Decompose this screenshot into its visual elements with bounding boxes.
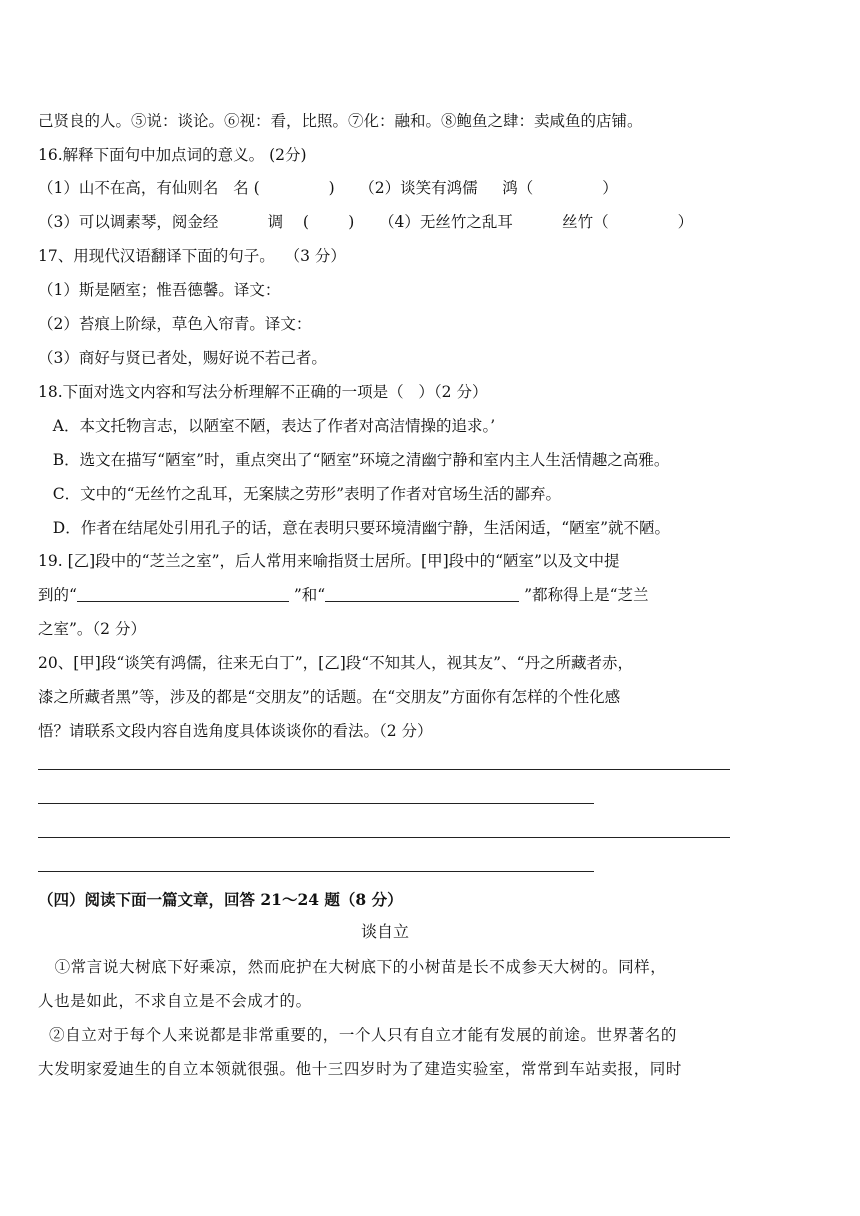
option-a: A．本文托物言志，以陋室不陋，表达了作者对高洁情操的追求。’ bbox=[38, 417, 496, 435]
q19-pre: 到的“ bbox=[38, 586, 77, 604]
q19-post: ”都称得上是“芝兰 bbox=[519, 586, 649, 604]
answer-line[interactable] bbox=[38, 837, 730, 838]
question-18: 18.下面对选文内容和写法分析理解不正确的一项是（ ）（2 分） bbox=[38, 383, 488, 401]
q19-mid: ”和“ bbox=[288, 586, 326, 604]
text-line: 漆之所藏者黑”等，涉及的都是“交朋友”的话题。在“交朋友”方面你有怎样的个性化感 bbox=[38, 688, 621, 706]
question-17-item-3: （3）商好与贤已者处，赐好说不若己者。 bbox=[38, 349, 327, 367]
question-16-items-1-2: （1）山不在高，有仙则名 名 ( ) （2）谈笑有鸿儒 鸿（ ） bbox=[38, 179, 618, 197]
answer-blank-2[interactable] bbox=[325, 585, 519, 602]
question-16: 16.解释下面句中加点词的意义。 (2分) bbox=[38, 146, 307, 164]
article-title: 谈自立 bbox=[360, 922, 409, 941]
paragraph-line: 大发明家爱迪生的自立本领就很强。他十三四岁时为了建造实验室，常常到车站卖报，同时 bbox=[38, 1060, 683, 1078]
question-19: 19. [乙]段中的“芝兰之室”，后人常用来喻指贤士居所。[甲]段中的“陋室”以及文中提 bbox=[38, 552, 620, 570]
text-line: 之室”。（2 分） bbox=[38, 620, 146, 638]
paragraph-line: 人也是如此，不求自立是不会成才的。 bbox=[38, 992, 312, 1010]
question-20: 20、[甲]段“谈笑有鸿儒，往来无白丁”，[乙]段“不知其人，视其友”、“丹之所藏者赤， bbox=[38, 654, 634, 672]
question-17-item-2: （2）苔痕上阶绿，草色入帘青。译文： bbox=[38, 315, 312, 333]
question-19-blanks-line bbox=[38, 585, 649, 605]
paragraph-line: ①常言说大树底下好乘凉，然而庇护在大树底下的小树苗是长不成参天大树的。同样， bbox=[38, 958, 667, 976]
paragraph-line: ②自立对于每个人来说都是非常重要的，一个人只有自立才能有发展的前途。世界著名的 bbox=[38, 1026, 677, 1044]
text-line: 悟？请联系文段内容自选角度具体谈谈你的看法。（2 分） bbox=[38, 722, 433, 740]
question-17-item-1: （1）斯是陋室；惟吾德馨。译文： bbox=[38, 281, 281, 299]
section-heading: （四）阅读下面一篇文章，回答 21～24 题（8 分） bbox=[38, 890, 403, 909]
question-16-items-3-4: （3）可以调素琴，阅金经 调 ( ) （4）无丝竹之乱耳 丝竹（ ） bbox=[38, 213, 694, 231]
answer-line[interactable] bbox=[38, 871, 594, 872]
text-line: 己贤良的人。⑤说：谈论。⑥视：看，比照。⑦化：融和。⑧鲍鱼之肆：卖咸鱼的店铺。 bbox=[38, 112, 643, 130]
option-d: D．作者在结尾处引用孔子的话，意在表明只要环境清幽宁静，生活闲适，“陋室”就不陋。 bbox=[38, 519, 671, 537]
question-17: 17、用现代汉语翻译下面的句子。 （3 分） bbox=[38, 247, 346, 265]
option-b: B．选文在描写“陋室”时，重点突出了“陋室”环境之清幽宁静和室内主人生活情趣之高雅。 bbox=[38, 451, 670, 469]
answer-line[interactable] bbox=[38, 803, 594, 804]
option-c: C．文中的“无丝竹之乱耳，无案牍之劳形”表明了作者对官场生活的鄙弃。 bbox=[38, 485, 561, 503]
answer-line[interactable] bbox=[38, 769, 730, 770]
answer-blank-1[interactable] bbox=[77, 585, 289, 602]
